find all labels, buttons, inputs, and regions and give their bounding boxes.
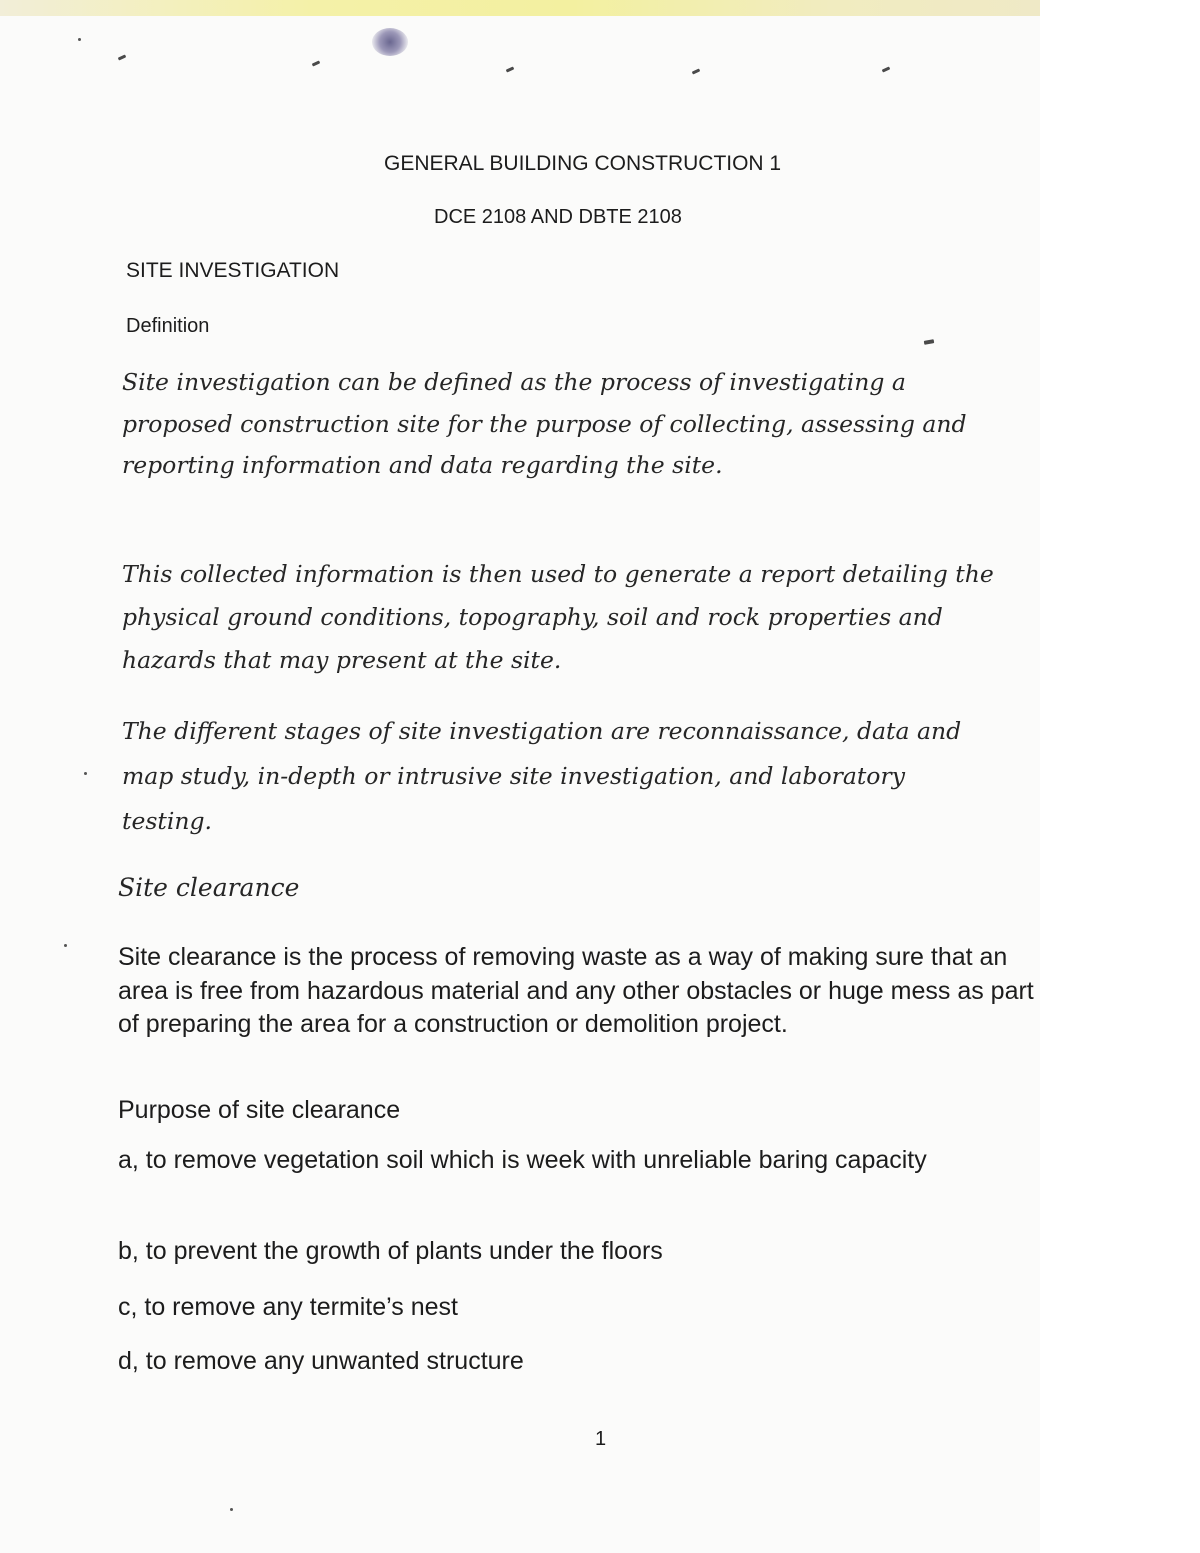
scan-margin — [1040, 0, 1200, 1553]
site-clearance-heading: Site clearance — [118, 873, 300, 902]
paper-top-edge — [0, 0, 1040, 16]
definition-label: Definition — [126, 315, 210, 337]
site-clearance-paragraph: Site clearance is the process of removing waste as a way of making sure that an area is free from hazardous material and any other obstacles or huge mess as part of preparing the area for a construction or demolition project. — [118, 943, 1034, 1038]
ink-speck — [692, 68, 701, 74]
stages-paragraph: The different stages of site investigation are reconnaissance, data and map study, in-depth or intrusive site investigation, and laboratory testing. — [122, 717, 962, 835]
definition-paragraph: Site investigation can be defined as the process of investigating a proposed construction site for the purpose of collecting, assessing and reporting information and data regarding the site. — [122, 368, 967, 479]
ink-speck — [882, 66, 891, 72]
purpose-item: a, to remove vegetation soil which is week with unreliable baring capacity — [118, 1146, 927, 1174]
ink-smudge — [372, 28, 408, 56]
ink-speck — [924, 339, 935, 345]
ink-speck — [506, 66, 515, 72]
ink-dot — [230, 1508, 233, 1511]
ink-dot — [64, 944, 67, 947]
ink-speck — [312, 60, 321, 66]
section-heading: SITE INVESTIGATION — [126, 259, 340, 282]
ink-speck — [118, 54, 127, 60]
purpose-heading: Purpose of site clearance — [118, 1096, 401, 1124]
purpose-item: b, to prevent the growth of plants under the floors — [118, 1237, 663, 1265]
document-title: GENERAL BUILDING CONSTRUCTION 1 — [384, 152, 782, 175]
course-codes: DCE 2108 AND DBTE 2108 — [434, 206, 682, 228]
report-paragraph: This collected information is then used to generate a report detailing the physical ground conditions, topography, soil and rock properties and hazards that may present at the site. — [122, 560, 994, 674]
ink-dot — [84, 772, 87, 775]
page-number: 1 — [595, 1428, 607, 1450]
ink-dot — [78, 38, 81, 41]
purpose-item: d, to remove any unwanted structure — [118, 1347, 524, 1375]
purpose-item: c, to remove any termite’s nest — [118, 1293, 458, 1321]
